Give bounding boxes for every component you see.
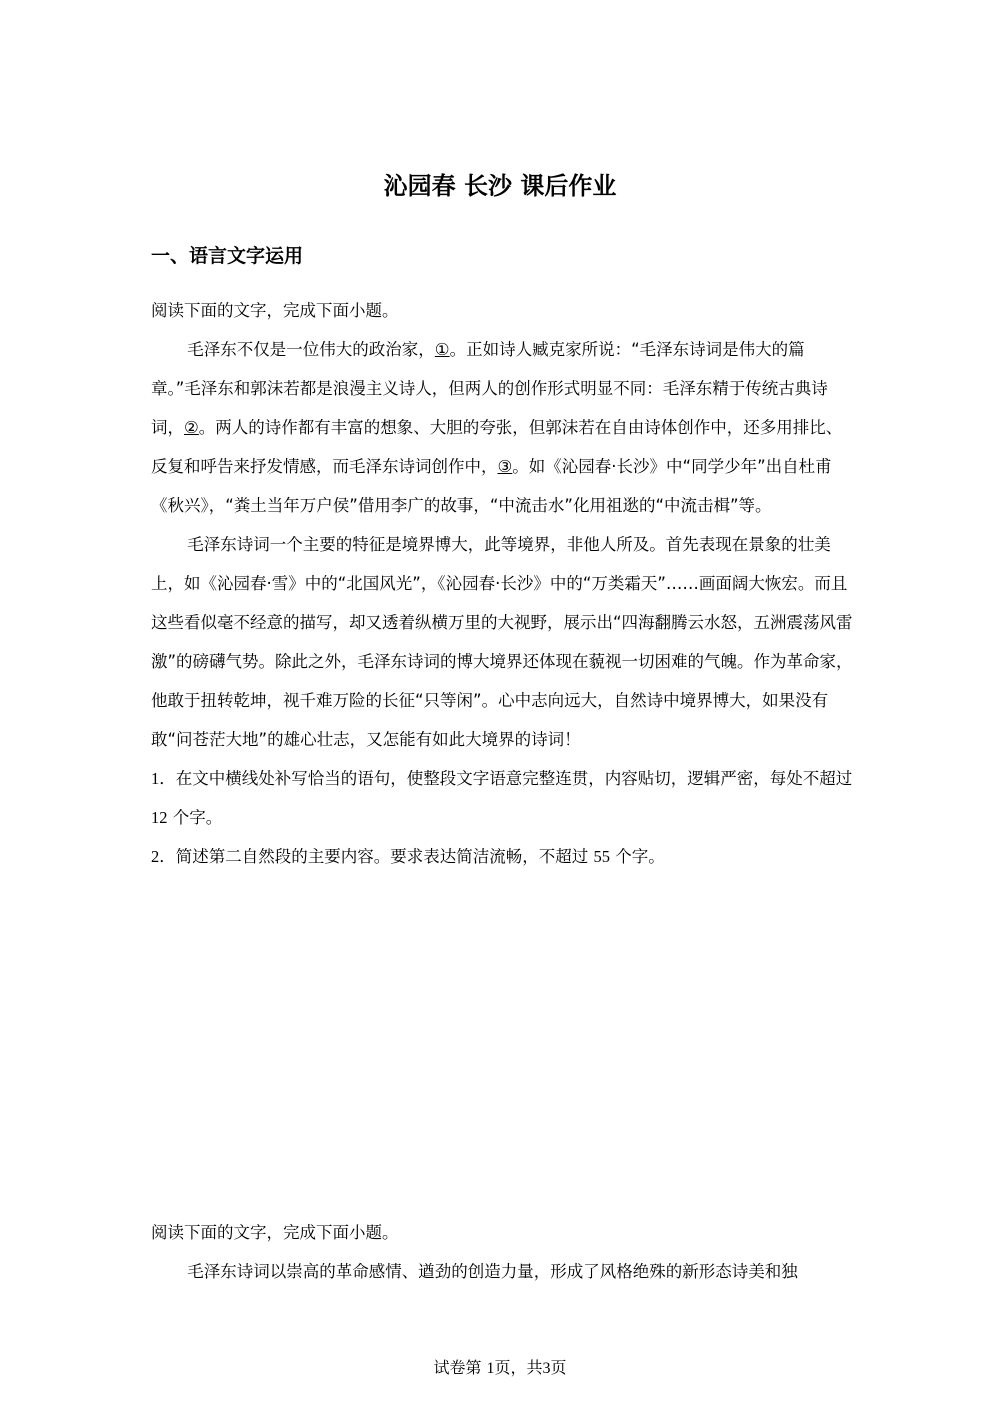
blank-marker-1: ① xyxy=(434,340,450,359)
section-heading: 一、语言文字运用 xyxy=(151,245,304,267)
total-page-count: 3 xyxy=(542,1360,551,1377)
footer-text: 页，共 xyxy=(494,1358,543,1377)
passage-paragraph-start: 毛泽东诗词以崇高的革命感情、遒劲的创造力量，形成了风格绝殊的新形态诗美和独 xyxy=(187,1262,798,1281)
question-text: ．在文中横线处补写恰当的语句，使整段文字语意完整连贯，内容贴切，逻辑严密，每处不超过 xyxy=(159,769,853,788)
passage-paragraph-2: 毛泽东诗词一个主要的特征是境界博大，此等境界，非他人所及。首先表现在景象的壮美上，如《沁园春·雪》中的“北国风光”，《沁园春·长沙》中的“万类霜天”……画面阔大恢宏。而且这些看似毫不经意的描写，却又透着纵横万里的大视野，展示出“四海翻腾云水怒，五洲震荡风雷激”的磅礴气势。除此之外，毛泽东诗词的博大境界还体现在藐视一切困难的气魄。作为革命家，他敢于扭转乾坤，视千难万险的长征“只等闲”。心中志向远大，自然诗中境界博大，如果没有敢“问苍茫大地”的雄心壮志，又怎能有如此大境界的诗词！ xyxy=(151,535,853,749)
question-text: ．简述第二自然段的主要内容。要求表达简洁流畅，不超过 xyxy=(159,847,594,866)
question-number: 1 xyxy=(151,769,160,788)
passage-text: 。正如诗人臧克家所说：“毛泽东诗词是伟大的篇章。”毛泽东和郭沫若都是浪漫主义诗人，但两人的创作形式明显不同：毛泽东精于传统古典诗词， xyxy=(151,340,828,437)
passage-text: 。两人的诗作都有丰富的想象、大胆的夸张，但郭沫若在自由诗体创作中，还多用排比、反复和呼告来抒发情感，而毛泽东诗词创作中， xyxy=(151,418,843,476)
passage-text: 。如《沁园春·长沙》中“同学少年”出自杜甫《秋兴》，“粪土当年万户侯”借用李广的故事，“中流击水”化用祖逖的“中流击楫”等。 xyxy=(151,457,832,515)
question-text: 个字。 xyxy=(610,847,665,866)
question-2 xyxy=(151,837,853,876)
section-two-body xyxy=(151,1213,853,1291)
question-number: 2 xyxy=(151,847,160,866)
blank-marker-3: ③ xyxy=(497,457,513,476)
passage-text: 毛泽东不仅是一位伟大的政治家， xyxy=(187,340,435,359)
question-text: 个字。 xyxy=(167,808,223,827)
footer-text: 页 xyxy=(550,1358,567,1377)
question-1 xyxy=(151,759,853,837)
page-footer xyxy=(0,1356,1000,1381)
blank-marker-2: ② xyxy=(184,418,199,437)
footer-text: 试卷第 xyxy=(433,1358,487,1377)
passage-paragraph-1 xyxy=(151,330,853,525)
word-limit: 55 xyxy=(593,847,610,866)
section-one-body xyxy=(151,291,853,876)
word-limit: 12 xyxy=(151,808,168,827)
reading-instruction: 阅读下面的文字，完成下面小题。 xyxy=(151,301,399,320)
reading-instruction: 阅读下面的文字，完成下面小题。 xyxy=(151,1223,399,1242)
document-title: 沁园春 长沙 课后作业 xyxy=(383,172,617,200)
current-page-number: 1 xyxy=(486,1360,495,1377)
